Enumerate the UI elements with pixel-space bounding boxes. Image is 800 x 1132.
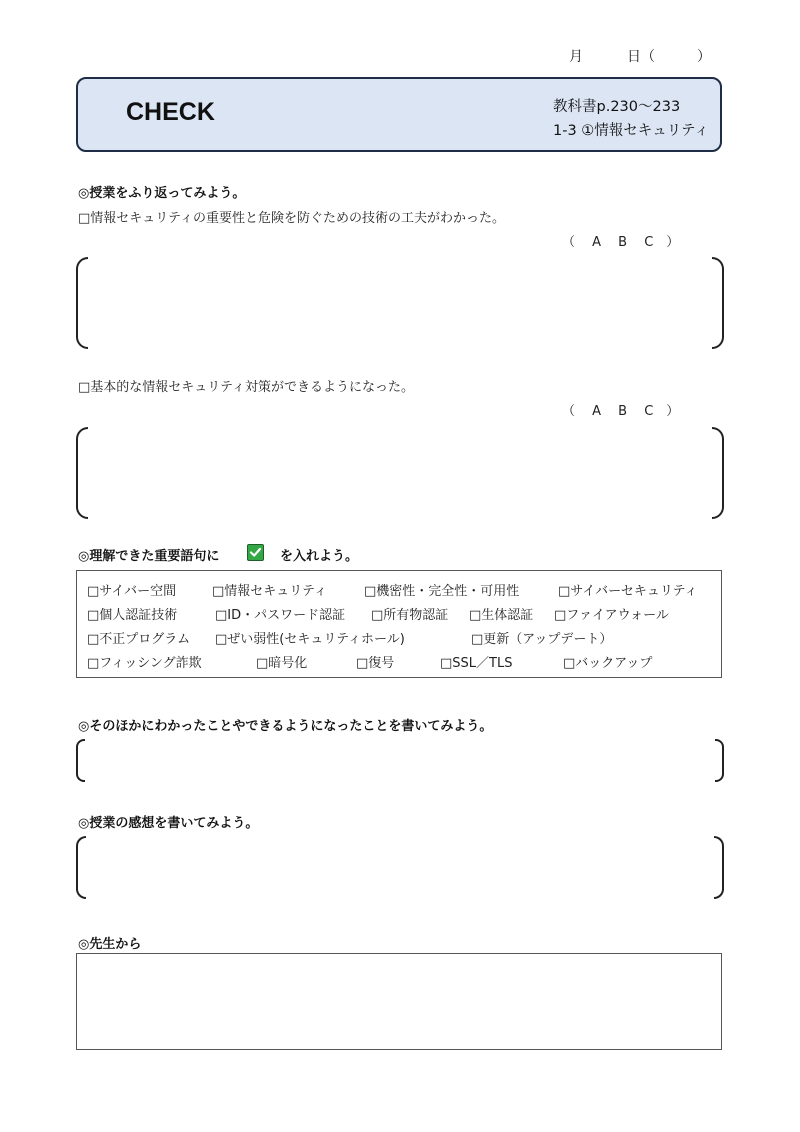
textbook-reference: 教科書p.230～233: [553, 99, 681, 115]
teacher-heading: ◎先生から: [78, 937, 142, 952]
term-checkbox[interactable]: □ぜい弱性(セキュリティホール): [215, 632, 405, 647]
unit-reference: 1-3 ①情報セキュリティ: [553, 123, 709, 139]
terms-heading-suffix: を入れよう。: [280, 549, 359, 564]
term-checkbox[interactable]: □フィッシング詐欺: [87, 656, 202, 671]
impressions-heading: ◎授業の感想を書いてみよう。: [78, 816, 259, 831]
weekday-close: ）: [697, 49, 711, 65]
term-checkbox[interactable]: □サイバー空間: [87, 584, 177, 599]
term-checkbox[interactable]: □不正プログラム: [87, 632, 191, 647]
reflection-item-1[interactable]: □情報セキュリティの重要性と危険を防ぐための技術の工夫がわかった。: [78, 211, 505, 226]
impressions-answer-area[interactable]: [76, 836, 724, 899]
term-checkbox[interactable]: □所有物認証: [371, 608, 449, 623]
bracket-right: [715, 739, 724, 782]
checkmark-icon: [247, 544, 264, 561]
bracket-left: [76, 739, 85, 782]
other-answer-area[interactable]: [76, 739, 724, 782]
other-heading: ◎そのほかにわかったことやできるようになったことを書いてみよう。: [78, 719, 493, 734]
bracket-left: [76, 427, 88, 519]
rating-scale-2[interactable]: （ A B C ）: [562, 404, 680, 419]
page-title: CHECK: [126, 98, 215, 126]
bracket-right: [712, 257, 724, 349]
reflection-heading: ◎授業をふり返ってみよう。: [78, 186, 246, 201]
bracket-left: [76, 257, 88, 349]
term-checkbox[interactable]: □ID・パスワード認証: [215, 608, 346, 623]
month-label: 月: [569, 49, 583, 65]
answer-area-2[interactable]: [76, 427, 724, 519]
term-checkbox[interactable]: □更新（アップデート）: [471, 632, 613, 647]
term-checkbox[interactable]: □SSL／TLS: [440, 656, 513, 671]
term-checkbox[interactable]: □復号: [356, 656, 395, 671]
reflection-item-2[interactable]: □基本的な情報セキュリティ対策ができるようになった。: [78, 380, 414, 395]
answer-area-1[interactable]: [76, 257, 724, 349]
term-checkbox[interactable]: □個人認証技術: [87, 608, 178, 623]
day-label: 日（: [627, 49, 655, 65]
teacher-comment-box[interactable]: [76, 953, 722, 1050]
rating-scale-1[interactable]: （ A B C ）: [562, 235, 680, 250]
term-checkbox[interactable]: □ファイアウォール: [554, 608, 669, 623]
term-checkbox[interactable]: □暗号化: [256, 656, 308, 671]
term-checkbox[interactable]: □バックアップ: [563, 656, 653, 671]
term-checkbox[interactable]: □機密性・完全性・可用性: [364, 584, 520, 599]
terms-heading: ◎理解できた重要語句に: [78, 549, 220, 564]
term-checkbox[interactable]: □生体認証: [469, 608, 534, 623]
bracket-right: [714, 836, 724, 899]
bracket-right: [712, 427, 724, 519]
term-checkbox[interactable]: □情報セキュリティ: [212, 584, 327, 599]
term-checkbox[interactable]: □サイバーセキュリティ: [558, 584, 698, 599]
bracket-left: [76, 836, 86, 899]
